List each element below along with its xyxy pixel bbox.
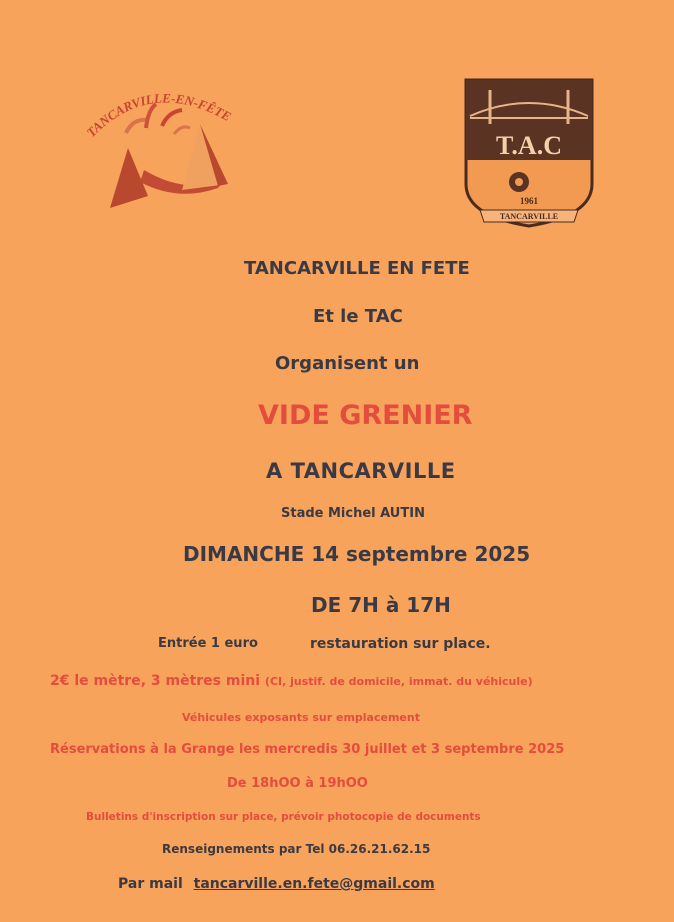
phone-info: Renseignements par Tel 06.26.21.62.15 [162, 842, 431, 856]
shield-letters: T.A.C [496, 131, 562, 160]
shield-year: 1961 [520, 196, 538, 206]
mail-label: Par mail [118, 876, 183, 892]
organise-line: Organisent un [275, 353, 420, 374]
reservation-hours: De 18hOO à 19hOO [227, 776, 368, 791]
logo-arc-text: TANCARVILLE-EN-FÊTE [83, 90, 234, 141]
price-text: 2€ le mètre, 3 mètres mini [50, 673, 261, 689]
tancarville-en-fete-logo [78, 78, 258, 218]
partner-line: Et le TAC [313, 306, 403, 327]
shield-ribbon: TANCARVILLE [499, 212, 559, 221]
price-note: (CI, justif. de domicile, immat. du véhicule) [264, 675, 533, 688]
mail-line [118, 876, 435, 892]
bulletins-line: Bulletins d'inscription sur place, prévoir photocopie de documents [86, 811, 481, 823]
organizer-line: TANCARVILLE EN FETE [244, 258, 470, 279]
vehicles-line: Véhicules exposants sur emplacement [182, 711, 420, 724]
price-line [50, 673, 533, 689]
svg-text:TANCARVILLE-EN-FÊTE [83, 90, 234, 140]
tac-shield-logo [462, 76, 596, 236]
reservations-line: Réservations à la Grange les mercredis 30 juillet et 3 septembre 2025 [50, 742, 565, 757]
food-info: restauration sur place. [310, 636, 491, 652]
event-venue: Stade Michel AUTIN [281, 506, 425, 521]
entry-fee: Entrée 1 euro [158, 636, 258, 651]
event-date: DIMANCHE 14 septembre 2025 [183, 542, 531, 566]
event-hours: DE 7H à 17H [311, 593, 451, 617]
event-place: A TANCARVILLE [266, 459, 456, 483]
email-link[interactable]: tancarville.en.fete@gmail.com [193, 876, 435, 892]
event-title: VIDE GRENIER [258, 400, 473, 431]
